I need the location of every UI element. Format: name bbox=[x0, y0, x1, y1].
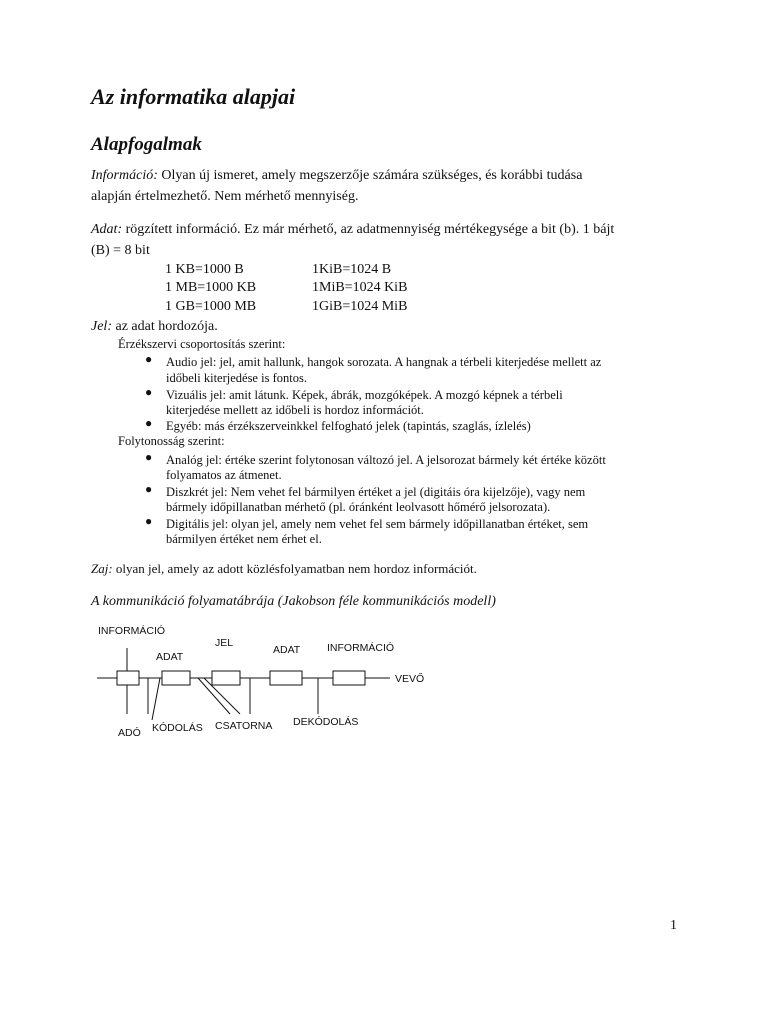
bullet-icon: ● bbox=[145, 514, 153, 528]
zaj-term: Zaj: bbox=[91, 561, 113, 576]
label-kodolas: KÓDOLÁS bbox=[152, 722, 203, 734]
unit-bin-3: 1GiB=1024 MiB bbox=[312, 299, 408, 314]
bullet-vizualis-line-1 bbox=[166, 387, 563, 403]
information-box-2 bbox=[333, 671, 365, 685]
bullet-audio-line-2: időbeli kiterjedése is fontos. bbox=[166, 371, 307, 385]
adat-term: Adat: bbox=[91, 222, 123, 237]
bullet-icon: ● bbox=[145, 385, 153, 399]
encoding-diagonal bbox=[152, 678, 160, 720]
bullet-egyeb-text: : más érzékszerveinkkel felfogható jelek (tapintás, szaglás, ízlelés) bbox=[197, 419, 531, 433]
bullet-diszkret-term: Diszkrét jel bbox=[166, 485, 224, 499]
adat-line-2: (B) = 8 bit bbox=[91, 243, 150, 258]
bullet-egyeb-term: Egyéb bbox=[166, 419, 198, 433]
label-informacio-1: INFORMÁCIÓ bbox=[98, 625, 166, 637]
bullet-digitalis-line-1 bbox=[166, 516, 588, 532]
bullet-analog-line-2: folyamatos az átmenet. bbox=[166, 468, 282, 482]
informacio-line-1 bbox=[91, 165, 582, 186]
bullet-analog-term: Analóg jel bbox=[166, 453, 219, 467]
bullet-digitalis-term: Digitális jel bbox=[166, 517, 225, 531]
unit-si-3: 1 GB=1000 MB bbox=[165, 299, 257, 314]
zaj-line bbox=[91, 561, 477, 577]
bullet-icon: ● bbox=[145, 416, 153, 430]
bullet-icon: ● bbox=[145, 352, 153, 366]
sender-box bbox=[117, 671, 139, 685]
bullet-diszkret-line-2: bármely időpillanatban mérhető (pl. óránként leolvasott hőmérő jelsorozata). bbox=[166, 500, 551, 514]
section-heading: Alapfogalmak bbox=[91, 134, 202, 155]
bullet-audio-text: : jel, amit hallunk, hangok sorozata. A hangnak a térbeli kiterjedése mellett az bbox=[212, 355, 602, 369]
bullet-digitalis-line-2: bármilyen értéket nem érhet el. bbox=[166, 532, 322, 546]
group-heading-erzekszervi: Érzékszervi csoportosítás szerint: bbox=[118, 337, 286, 351]
adat-line-1 bbox=[91, 219, 614, 240]
communication-model-diagram bbox=[0, 610, 768, 760]
unit-bin-2: 1MiB=1024 KiB bbox=[312, 280, 408, 295]
diagram-caption: A kommunikáció folyamatábrája (Jakobson féle kommunikációs modell) bbox=[91, 594, 496, 609]
label-vevo: VEVŐ bbox=[395, 673, 425, 685]
label-ado: ADÓ bbox=[118, 727, 141, 739]
signal-box bbox=[212, 671, 240, 685]
data-box-2 bbox=[270, 671, 302, 685]
label-adat-1: ADAT bbox=[156, 651, 184, 663]
unit-si-2: 1 MB=1000 KB bbox=[165, 280, 257, 295]
bullet-vizualis-text: : amit látunk. Képek, ábrák, mozgóképek. A mozgó képnek a térbeli bbox=[222, 388, 563, 402]
bullet-vizualis-line-2: kiterjedése mellett az időbeli is hordoz információt. bbox=[166, 403, 424, 417]
informacio-term: Információ: bbox=[91, 168, 158, 183]
bullet-audio-term: Audio jel bbox=[166, 355, 213, 369]
bullet-diszkret-text: : Nem vehet fel bármilyen értéket a jel (digitáis óra kijelzője), vagy nem bbox=[223, 485, 586, 499]
zaj-text: olyan jel, amely az adott közlésfolyamatban nem hordoz információt. bbox=[112, 561, 477, 576]
bullet-icon: ● bbox=[145, 482, 153, 496]
data-box-1 bbox=[162, 671, 190, 685]
bullet-analog-line-1 bbox=[166, 452, 606, 468]
jel-line bbox=[91, 316, 218, 337]
adat-text-1: rögzített információ. Ez már mérhető, az adatmennyiség mértékegysége a bit (b). 1 bájt bbox=[122, 222, 615, 237]
jel-term: Jel: bbox=[91, 319, 112, 334]
label-jel: JEL bbox=[215, 637, 234, 649]
bullet-icon: ● bbox=[145, 450, 153, 464]
label-csatorna: CSATORNA bbox=[215, 720, 273, 732]
label-dekodolas: DEKÓDOLÁS bbox=[293, 716, 359, 728]
bullet-egyeb-line-1 bbox=[166, 418, 531, 434]
bullet-vizualis-term: Vizuális jel bbox=[166, 388, 223, 402]
page-number: 1 bbox=[670, 918, 677, 933]
group-heading-folytonossag: Folytonosság szerint: bbox=[118, 434, 225, 448]
bullet-diszkret-line-1 bbox=[166, 484, 585, 500]
bullet-digitalis-text: : olyan jel, amely nem vehet fel sem bármely időpillanatban értéket, sem bbox=[224, 517, 589, 531]
label-informacio-2: INFORMÁCIÓ bbox=[327, 642, 395, 654]
informacio-line-2: alapján értelmezhető. Nem mérhető mennyiség. bbox=[91, 189, 359, 204]
bullet-analog-text: : értéke szerint folytonosan változó jel. A jelsorozat bármely két értéke között bbox=[218, 453, 606, 467]
bullet-audio-line-1 bbox=[166, 354, 601, 370]
label-adat-2: ADAT bbox=[273, 644, 301, 656]
informacio-text-1: Olyan új ismeret, amely megszerzője számára szükséges, és korábbi tudása bbox=[157, 168, 583, 183]
jel-text: az adat hordozója. bbox=[111, 319, 218, 334]
page-title: Az informatika alapjai bbox=[91, 84, 296, 109]
unit-bin-1: 1KiB=1024 B bbox=[312, 262, 392, 277]
unit-si-1: 1 KB=1000 B bbox=[165, 262, 244, 277]
